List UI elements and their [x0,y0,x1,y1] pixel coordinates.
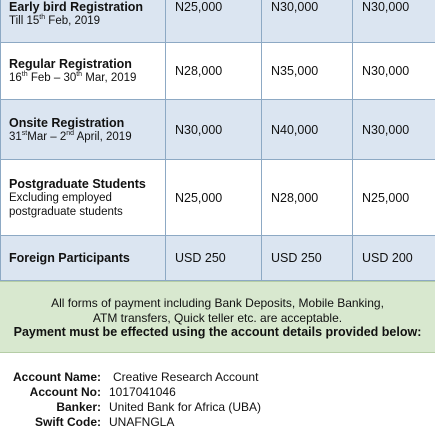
payment-instruction: Payment must be effected using the account details provided below: [13,325,422,339]
price-cell: N30,000 [353,0,435,43]
price-cell: N30,000 [262,0,353,43]
category-cell [1,0,166,43]
price-cell: N30,000 [166,100,262,160]
swift-code-value: UNAFNGLA [109,415,175,429]
swift-code-row [0,415,435,429]
category-title: Foreign Participants [9,251,130,265]
price-cell: N25,000 [166,160,262,236]
payment-note-line: ATM transfers, Quick teller etc. are acceptable. [92,310,343,325]
price-cell: N35,000 [262,43,353,100]
ordinal-suffix: nd [66,129,75,137]
banker-label: Banker: [56,400,101,414]
table-row-regular [1,43,435,100]
ordinal-suffix: st [21,129,28,137]
ordinal-suffix: th [76,71,83,79]
price-cell: USD 250 [262,236,353,281]
category-title: Onsite Registration [9,115,125,130]
account-number-value: 1017041046 [109,385,176,399]
account-number-label: Account No: [29,385,101,399]
payment-info-box [0,281,435,353]
price-cell: USD 200 [353,236,435,281]
price-cell: N30,000 [353,43,435,100]
category-cell [1,100,166,160]
category-cell [1,160,166,236]
table-row-onsite [1,100,435,160]
category-note-line: postgraduate students [9,205,123,218]
category-title: Postgraduate Students [9,176,146,191]
category-dates: 16th Feb – 30th Mar, 2019 [9,71,137,84]
account-name-row [0,370,435,385]
banker-row [0,400,435,415]
payment-note-line: All forms of payment including Bank Deposits, Mobile Banking, [51,296,384,310]
category-dates: 31stMar – 2nd April, 2019 [9,129,132,143]
account-name-label: Account Name: [12,370,101,384]
price-cell: N28,000 [262,160,353,236]
account-number-row [0,385,435,400]
category-cell [1,43,166,100]
price-cell: N25,000 [166,0,262,43]
table-row-postgraduate [1,160,435,236]
category-title: Early bird Registration [9,0,144,14]
price-cell: USD 250 [166,236,262,281]
account-name-value: Creative Research Account [113,370,259,384]
category-note-line: Excluding employed [9,191,112,204]
account-details [0,370,435,429]
price-cell: N30,000 [353,100,435,160]
swift-code-label: Swift Code: [35,415,101,429]
ordinal-suffix: th [21,71,28,79]
category-title: Regular Registration [9,57,132,71]
ordinal-suffix: th [39,14,46,22]
table-row-early-bird [1,0,435,43]
category-dates: Till 15th Feb, 2019 [9,14,101,27]
category-cell [1,236,166,281]
table-row-foreign [1,236,435,281]
price-cell: N25,000 [353,160,435,236]
price-cell: N28,000 [166,43,262,100]
banker-value: United Bank for Africa (UBA) [109,400,262,414]
price-cell: N40,000 [262,100,353,160]
